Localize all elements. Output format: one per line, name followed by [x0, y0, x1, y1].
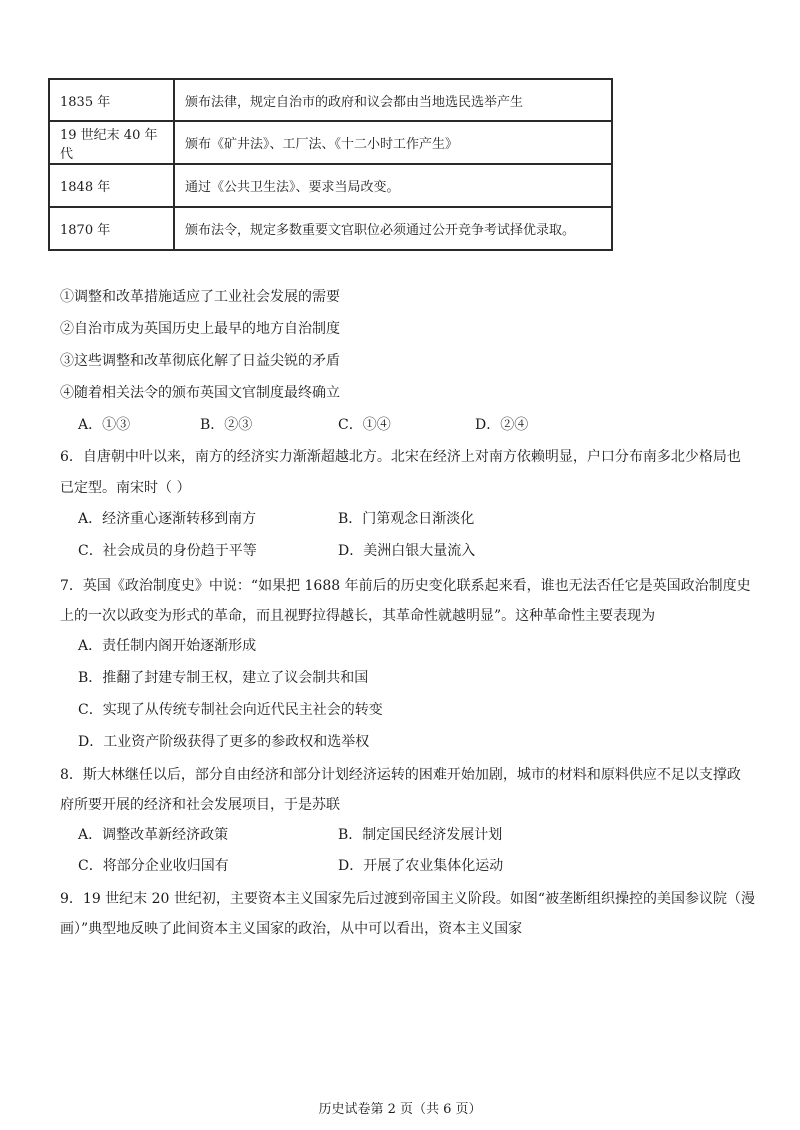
q8-stem: 府所要开展的经济和社会发展项目，于是苏联 — [60, 797, 340, 813]
q8-option-c[interactable]: C．将部分企业收归国有 — [78, 858, 229, 874]
q7-option-b[interactable]: B．推翻了封建专制王权，建立了议会制共和国 — [78, 670, 369, 686]
q5-option-b[interactable]: B．②③ — [200, 417, 253, 433]
table-row — [49, 121, 612, 164]
q6-option-b[interactable]: B．门第观念日渐淡化 — [338, 511, 475, 527]
table-row — [49, 79, 612, 121]
q5-option-d[interactable]: D．②④ — [475, 417, 529, 433]
table-row — [49, 207, 612, 250]
q7-option-d[interactable]: D．工业资产阶级获得了更多的参政权和选举权 — [78, 734, 370, 750]
year-cell: 1835 年 — [49, 79, 174, 121]
q5-statement: ③这些调整和改革彻底化解了日益尖锐的矛盾 — [60, 353, 340, 369]
year-cell: 1870 年 — [49, 207, 174, 250]
q8-option-a[interactable]: A．调整改革新经济政策 — [78, 827, 229, 843]
q5-option-c[interactable]: C．①④ — [338, 417, 391, 433]
q6-option-c[interactable]: C．社会成员的身份趋于平等 — [78, 543, 257, 559]
q6-stem: 6．自唐朝中叶以来，南方的经济实力渐渐超越北方。北宋在经济上对南方依赖明显，户口分布南多北少格局也 — [60, 449, 741, 465]
page-footer: 历史试卷第 2 页（共 6 页） — [318, 1102, 482, 1117]
q8-option-b[interactable]: B．制定国民经济发展计划 — [338, 827, 503, 843]
q5-statement: ①调整和改革措施适应了工业社会发展的需要 — [60, 289, 340, 305]
content-cell: 颁布法律，规定自治市的政府和议会都由当地选民选举产生 — [174, 79, 612, 121]
q7-stem: 7．英国《政治制度史》中说：“如果把 1688 年前后的历史变化联系起来看，谁也无法否任它是英国政治制度史 — [60, 578, 751, 594]
reform-table — [48, 78, 613, 251]
q9-stem: 画）”典型地反映了此间资本主义国家的政治，从中可以看出，资本主义国家 — [60, 921, 523, 937]
q7-option-c[interactable]: C．实现了从传统专制社会向近代民主社会的转变 — [78, 702, 383, 718]
table-row — [49, 164, 612, 207]
q5-statement: ④随着相关法令的颁布英国文官制度最终确立 — [60, 385, 340, 401]
content-cell: 通过《公共卫生法》、要求当局改变。 — [174, 164, 612, 207]
year-cell: 1848 年 — [49, 164, 174, 207]
q7-option-a[interactable]: A．责任制内阁开始逐渐形成 — [78, 638, 257, 654]
q8-stem: 8．斯大林继任以后，部分自由经济和部分计划经济运转的困难开始加剧，城市的材料和原料供应不足以支撑政 — [60, 767, 741, 783]
year-cell: 19 世纪末 40 年代 — [49, 121, 174, 164]
q5-option-a[interactable]: A．①③ — [78, 417, 131, 433]
content-cell: 颁布法令，规定多数重要文官职位必须通过公开竞争考试择优录取。 — [174, 207, 612, 250]
q9-stem: 9．19 世纪末 20 世纪初，主要资本主义国家先后过渡到帝国主义阶段。如图“被垄断组织操控的美国参议院（漫 — [60, 891, 756, 907]
content-cell: 颁布《矿井法》、工厂法、《十二小时工作产生》 — [174, 121, 612, 164]
q6-option-d[interactable]: D．美洲白银大量流入 — [338, 543, 476, 559]
q7-stem: 上的一次以政变为形式的革命，而且视野拉得越长，其革命性就越明显”。这种革命性主要表现为 — [60, 608, 656, 624]
q6-stem: 已定型。南宋时（ ） — [60, 480, 191, 496]
q8-option-d[interactable]: D．开展了农业集体化运动 — [338, 858, 504, 874]
q6-option-a[interactable]: A．经济重心逐渐转移到南方 — [78, 511, 257, 527]
q5-statement: ②自治市成为英国历史上最早的地方自治制度 — [60, 321, 340, 337]
